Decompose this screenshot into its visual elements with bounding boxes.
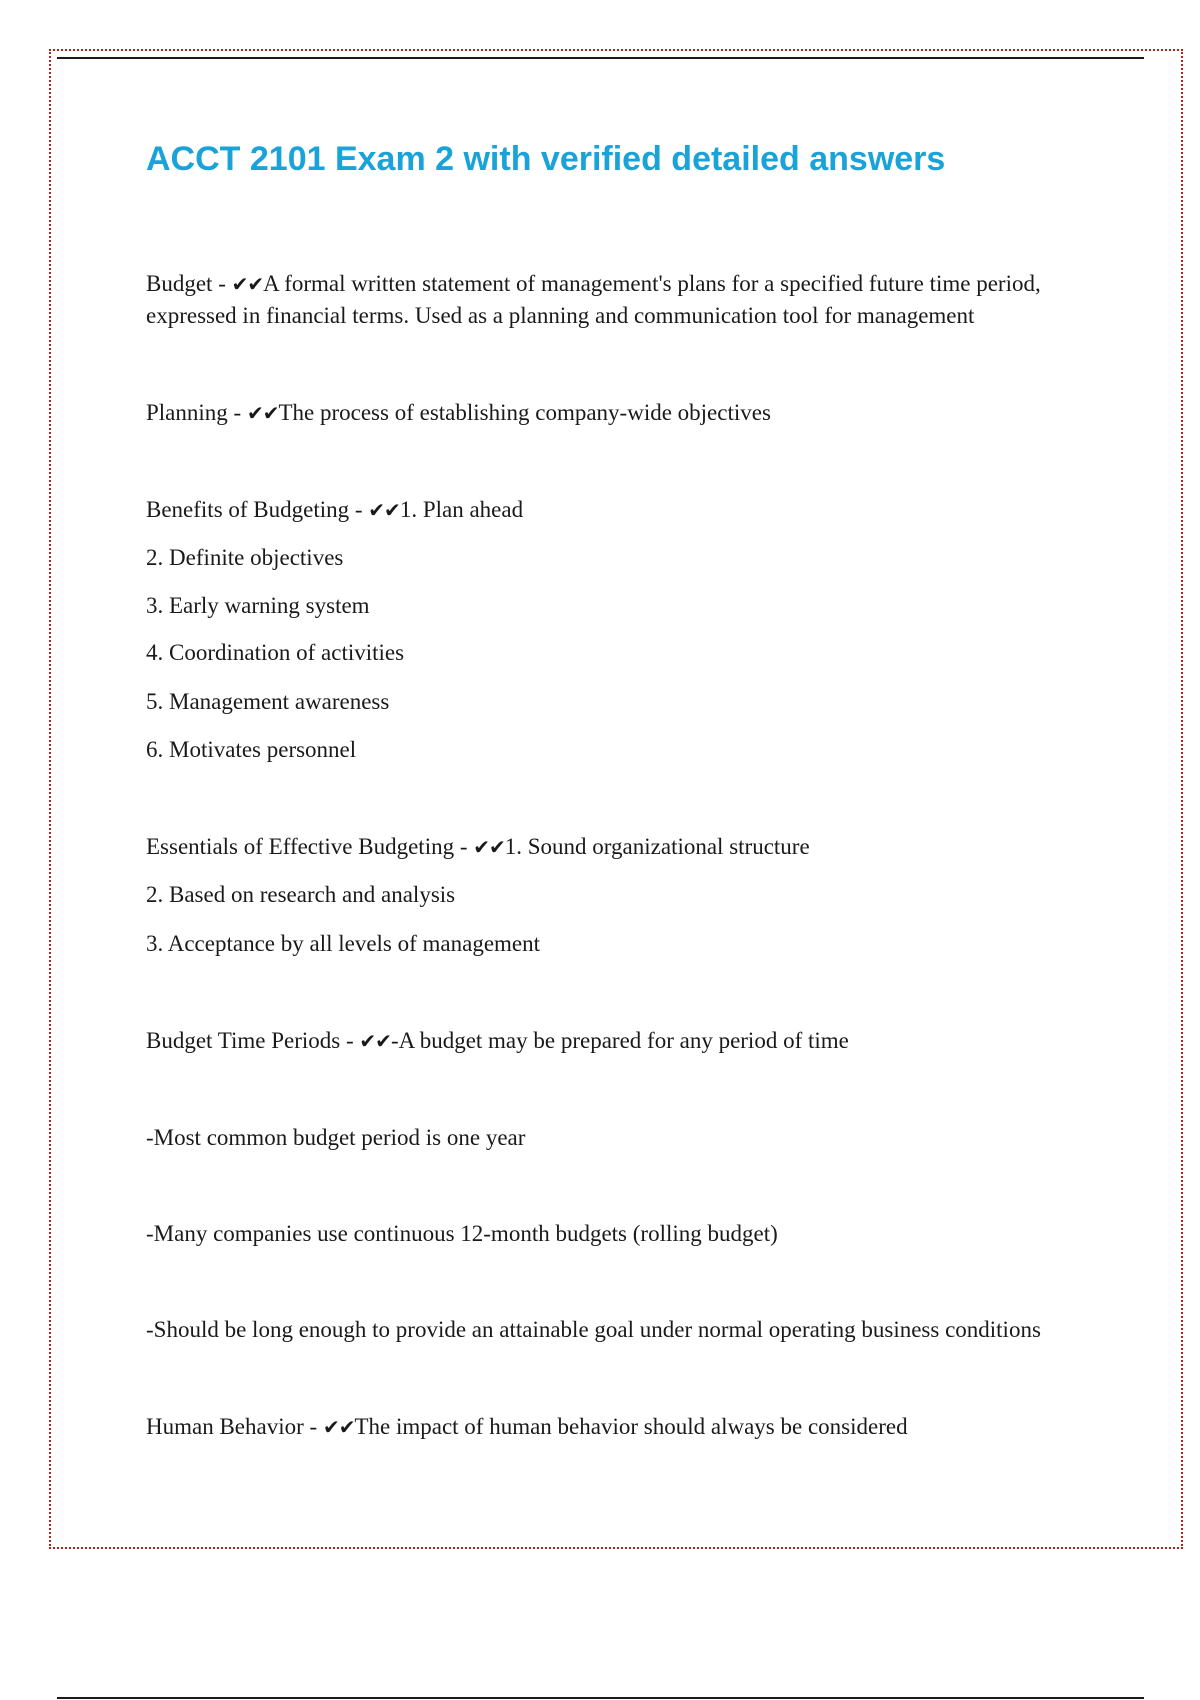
entry-answer: A formal written statement of management's plans for a specified future time period, expressed in financial terms. Used as a planning and communication tool for management [146,271,1041,328]
entry-answer: -A budget may be prepared for any period of time [390,1028,849,1053]
entry-benefits [146,494,523,526]
note-item: -Most common budget period is one year [146,1125,526,1150]
double-check-icon: ✔✔ [368,498,400,522]
entry-term: Planning - [146,400,247,425]
list-item: 5. Management awareness [146,689,390,714]
entry-essentials [146,831,810,863]
list-item: 2. Definite objectives [146,545,344,570]
note-item: -Should be long enough to provide an attainable goal under normal operating business conditions [146,1317,1041,1342]
double-check-icon: ✔✔ [322,1415,355,1439]
list-item: 4. Coordination of activities [146,640,405,665]
entry-term: Budget - [146,271,232,296]
list-item: 3. Early warning system [146,593,370,618]
double-check-icon: ✔✔ [231,272,264,296]
entry-planning [146,397,771,429]
top-rule [57,57,1144,59]
note-item: -Many companies use continuous 12-month budgets (rolling budget) [146,1221,778,1246]
entry-term: Benefits of Budgeting - [146,497,369,522]
entry-term: Budget Time Periods - [146,1028,360,1053]
entry-answer: The impact of human behavior should always be considered [354,1414,908,1439]
double-check-icon: ✔✔ [359,1029,391,1053]
entry-answer: The process of establishing company-wide objectives [278,400,771,425]
list-item: 6. Motivates personnel [146,737,357,762]
document-title: ACCT 2101 Exam 2 with verified detailed answers [146,140,946,178]
entry-human-behavior [146,1411,908,1443]
entry-term: Human Behavior - [146,1414,323,1439]
entry-time-periods [146,1025,849,1057]
double-check-icon: ✔✔ [246,401,279,425]
entry-answer: 1. Sound organizational structure [504,834,810,859]
list-item: 3. Acceptance by all levels of management [146,931,541,956]
list-item: 2. Based on research and analysis [146,882,456,907]
entry-term: Essentials of Effective Budgeting - [146,834,474,859]
bottom-rule [57,1697,1144,1699]
entry-budget [146,268,1096,332]
entry-answer: 1. Plan ahead [399,497,524,522]
double-check-icon: ✔✔ [473,835,505,859]
